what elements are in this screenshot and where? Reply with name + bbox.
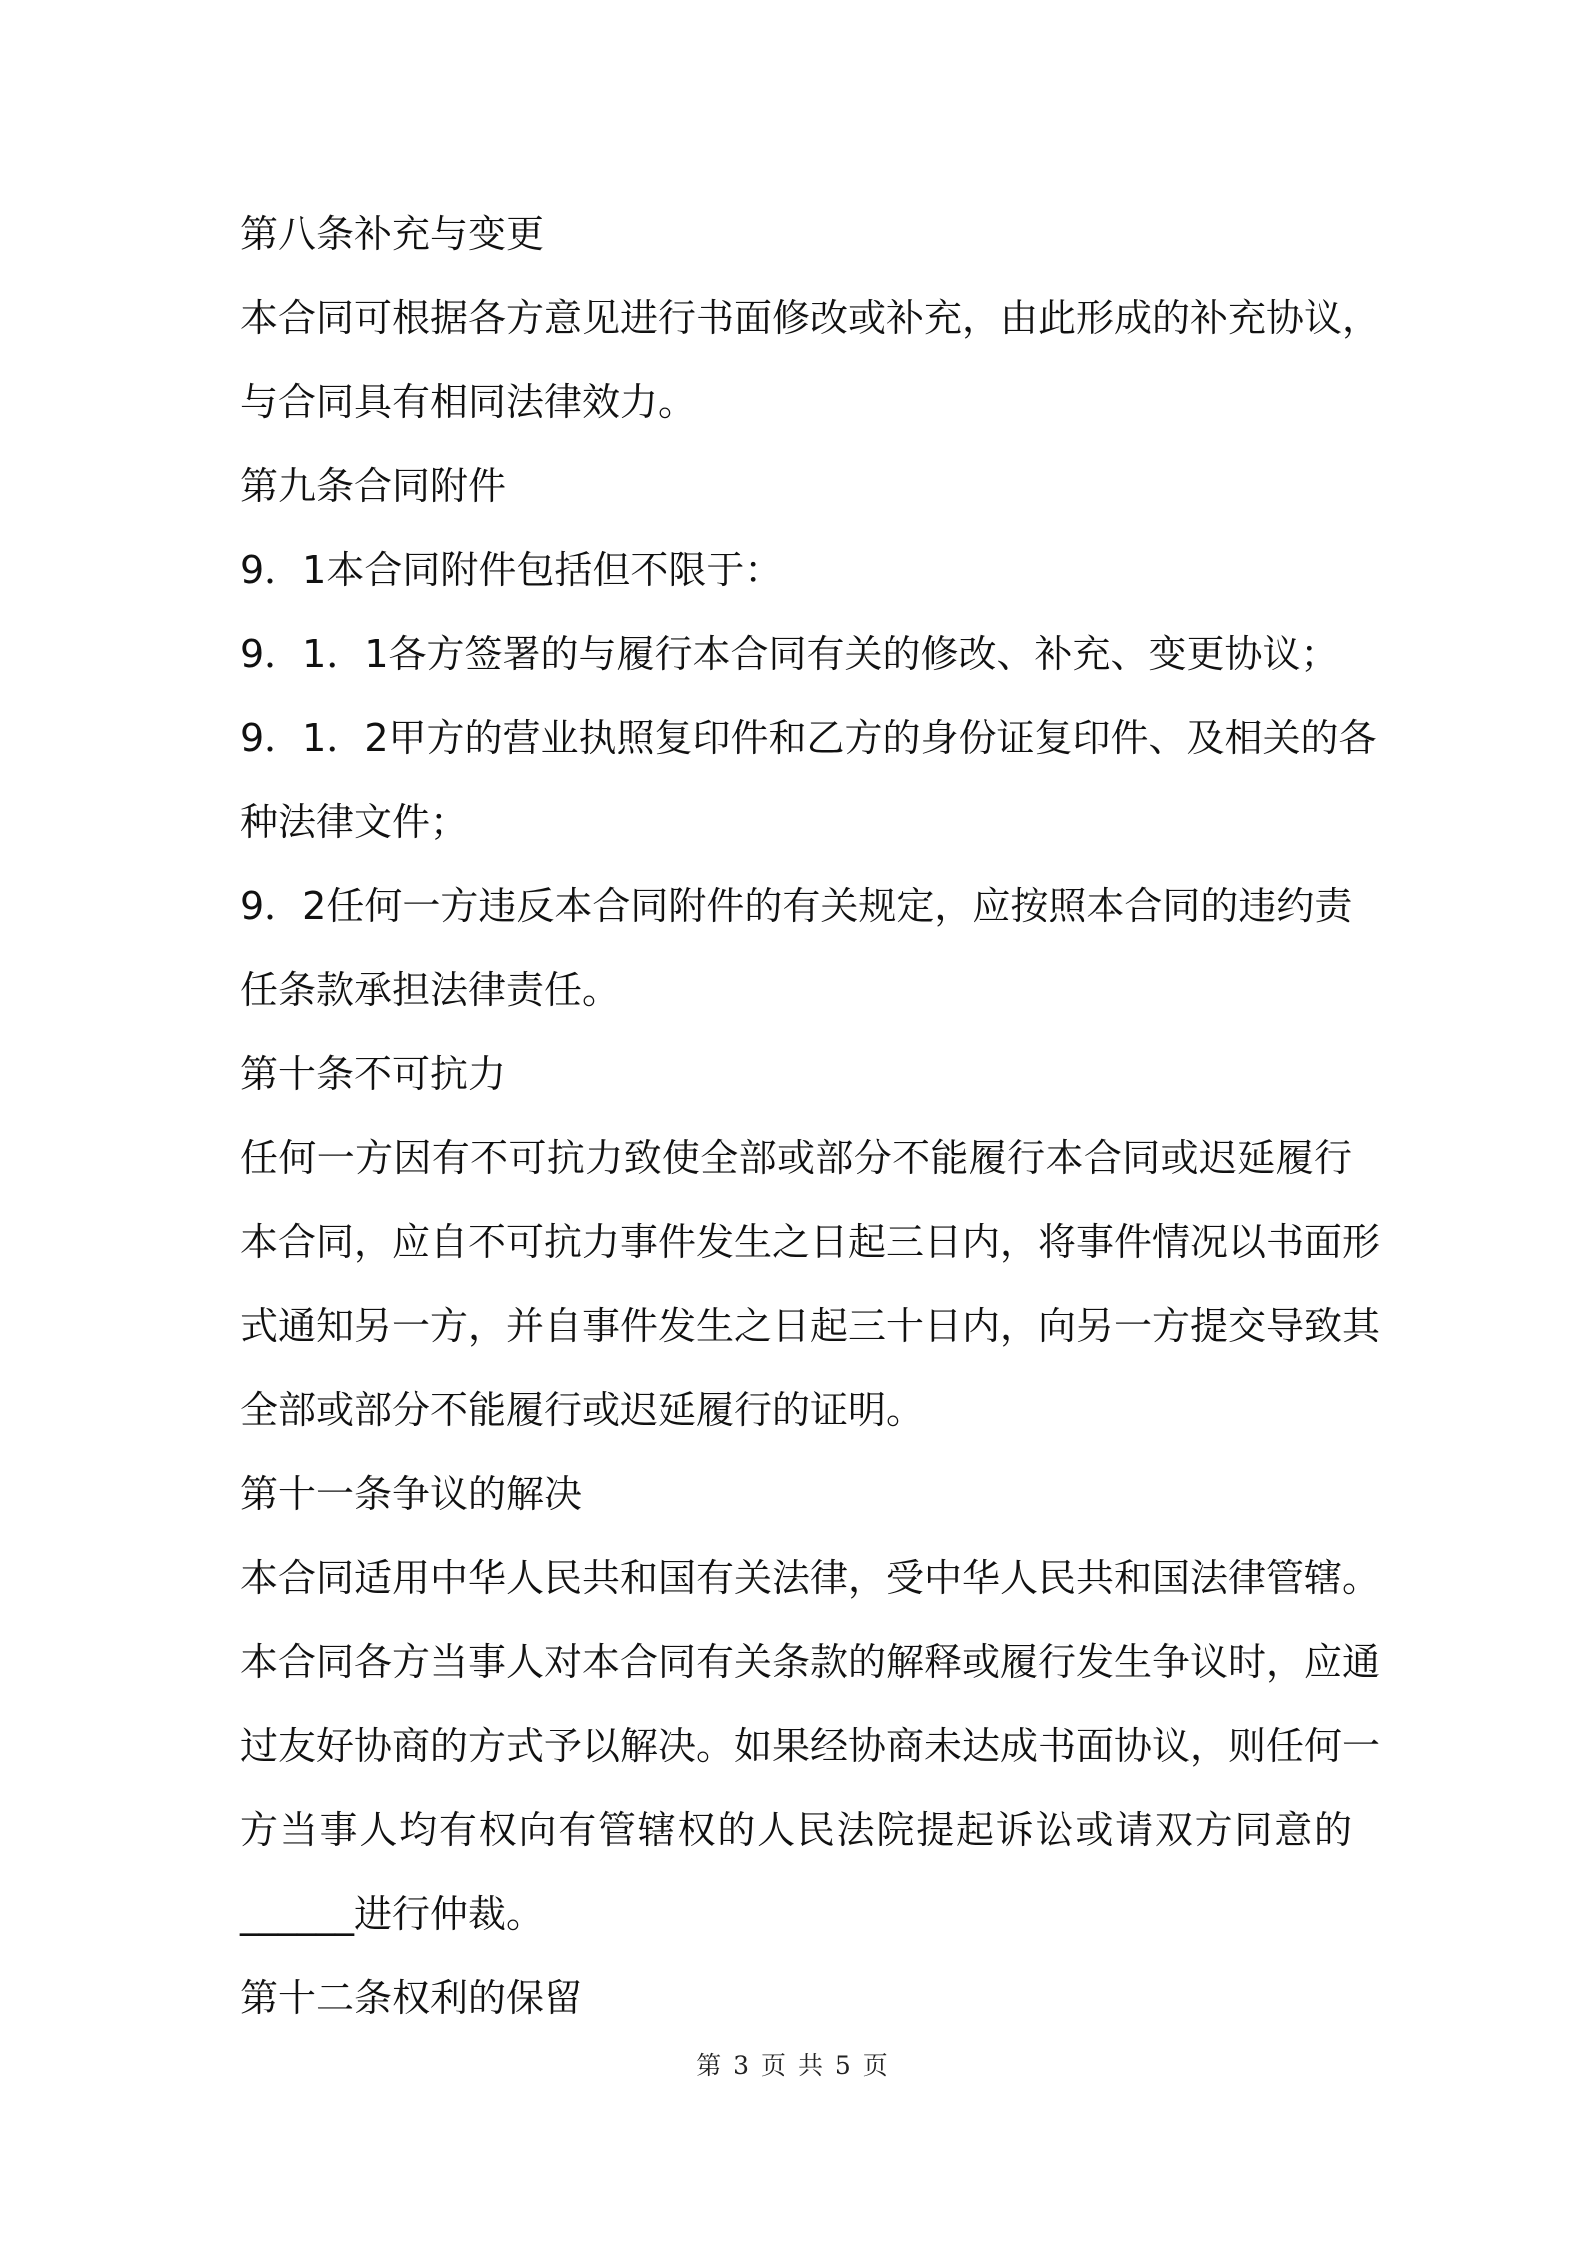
article-9-heading: 第九条合同附件 [240, 464, 507, 508]
clause-9-1: 9．1本合同附件包括但不限于： [240, 548, 783, 592]
article-11-heading: 第十一条争议的解决 [240, 1472, 583, 1516]
paragraph-line: 本合同，应自不可抗力事件发生之日起三日内，将事件情况以书面形 [240, 1220, 1381, 1264]
paragraph-line: 本合同适用中华人民共和国有关法律，受中华人民共和国法律管辖。 [240, 1556, 1381, 1600]
clause-9-1-2: 9．1．2甲方的营业执照复印件和乙方的身份证复印件、及相关的各 [240, 716, 1377, 760]
paragraph-line: 全部或部分不能履行或迟延履行的证明。 [240, 1388, 925, 1432]
article-12-heading: 第十二条权利的保留 [240, 1976, 583, 2020]
article-10-heading: 第十条不可抗力 [240, 1052, 507, 1096]
paragraph-line: 与合同具有相同法律效力。 [240, 380, 697, 424]
paragraph-line: 式通知另一方，并自事件发生之日起三十日内，向另一方提交导致其 [240, 1304, 1381, 1348]
paragraph-line: 任条款承担法律责任。 [240, 968, 621, 1012]
paragraph-line: 过友好协商的方式予以解决。如果经协商未达成书面协议，则任何一 [240, 1724, 1381, 1768]
paragraph-line: 种法律文件； [240, 800, 469, 844]
paragraph-line: 本合同可根据各方意见进行书面修改或补充，由此形成的补充协议， [240, 296, 1381, 340]
document-body [240, 192, 1381, 2040]
article-8-heading: 第八条补充与变更 [240, 212, 545, 256]
paragraph-line: 任何一方因有不可抗力致使全部或部分不能履行本合同或迟延履行 [240, 1136, 1352, 1180]
arbitration-blank-line: ______进行仲裁。 [240, 1892, 545, 1936]
clause-9-2: 9．2任何一方违反本合同附件的有关规定，应按照本合同的违约责 [240, 884, 1353, 928]
paragraph-line: 方当事人均有权向有管辖权的人民法院提起诉讼或请双方同意的 [240, 1808, 1352, 1852]
clause-9-1-1: 9．1．1各方签署的与履行本合同有关的修改、补充、变更协议； [240, 632, 1339, 676]
paragraph-line: 本合同各方当事人对本合同有关条款的解释或履行发生争议时，应通 [240, 1640, 1381, 1684]
page-number-footer: 第 3 页 共 5 页 [696, 2051, 890, 2080]
